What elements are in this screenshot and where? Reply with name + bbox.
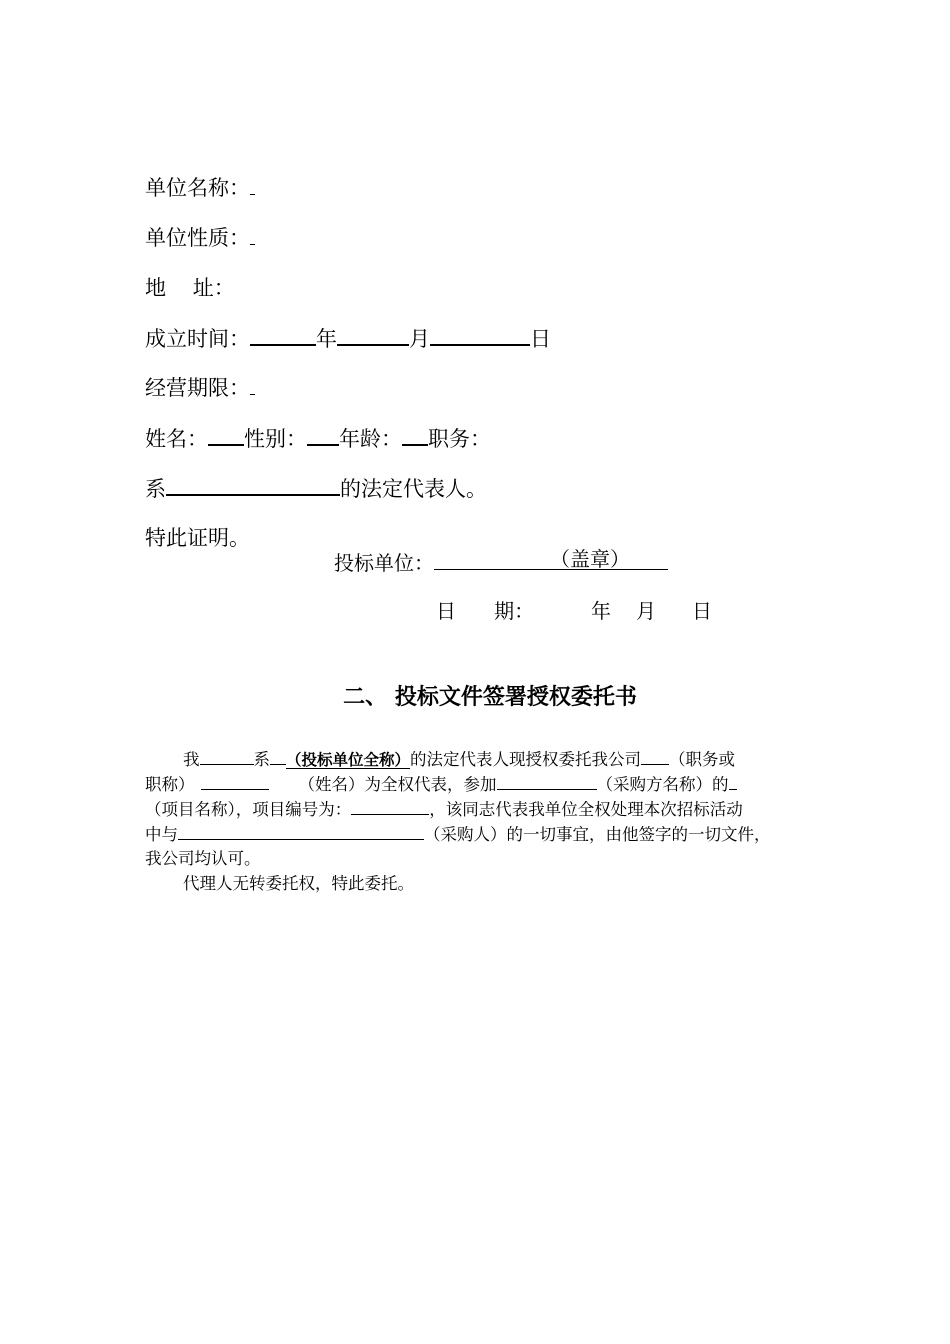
text-title: 职称）: [145, 775, 195, 794]
bidder-label: 投标单位：: [334, 551, 434, 575]
buyer-blank[interactable]: [178, 821, 424, 840]
age-label: 年龄：: [339, 427, 402, 451]
day-label: 日: [530, 327, 551, 351]
project-name-blank[interactable]: [729, 771, 737, 790]
established-month-blank[interactable]: [337, 324, 409, 346]
term-row: [145, 374, 255, 402]
position-blank[interactable]: [641, 746, 669, 765]
text-no-subdelegation: 代理人无转委托权，特此委托。: [183, 874, 414, 893]
hereby-text: 特此证明。: [145, 526, 250, 550]
established-day-blank[interactable]: [430, 324, 530, 346]
unit-nature-blank[interactable]: [250, 224, 255, 245]
text-position-or: （职务或: [669, 750, 736, 769]
para-line-5: [145, 846, 810, 871]
year-label: 年: [316, 327, 337, 351]
text-legal-rep: 的法定代表人现授权委托我公司: [410, 750, 642, 769]
month-label: 月: [409, 327, 430, 351]
belongs-prefix: 系: [145, 477, 166, 501]
age-blank[interactable]: [402, 424, 428, 446]
name-blank[interactable]: [208, 424, 244, 446]
text-zhongyu: 中与: [145, 825, 178, 844]
bidder-sign-row: [334, 547, 668, 577]
para-line-6: [145, 871, 810, 896]
text-wo: 我: [183, 750, 200, 769]
unit-name-blank[interactable]: [250, 174, 255, 195]
seal-text: （盖章）: [550, 547, 630, 571]
date-month: 月: [636, 599, 656, 623]
term-label: 经营期限：: [145, 376, 250, 400]
text-acknowledge: 我公司均认可。: [145, 849, 261, 868]
belongs-suffix: 的法定代表人。: [340, 477, 487, 501]
bidder-seal-blank[interactable]: [434, 547, 668, 570]
address-row: [145, 274, 235, 302]
project-number-blank[interactable]: [351, 796, 429, 815]
established-label: 成立时间：: [145, 327, 250, 351]
text-handle: ，该同志代表我单位全权处理本次招标活动: [429, 800, 743, 819]
para-line-4: [145, 821, 810, 846]
date-label: 日 期：: [436, 599, 535, 623]
established-year-blank[interactable]: [250, 324, 316, 346]
established-row: [145, 324, 551, 353]
unit-nature-label: 单位性质：: [145, 226, 250, 250]
text-purchaser: （采购方名称）的: [596, 775, 729, 794]
pre-bidder-blank: [270, 746, 286, 765]
company-blank[interactable]: [166, 474, 340, 496]
text-project-no: （项目名称），项目编号为：: [145, 800, 352, 819]
authorization-paragraph: [145, 746, 810, 896]
para-line-1: [145, 746, 810, 771]
para-line-3: [145, 796, 810, 821]
term-blank[interactable]: [250, 374, 255, 395]
legal-rep-name-blank[interactable]: [200, 746, 254, 765]
unit-name-row: [145, 174, 255, 202]
text-name-rep: （姓名）为全权代表，参加: [298, 775, 497, 794]
address-label: 地 址：: [145, 276, 235, 300]
name-label: 姓名：: [145, 427, 208, 451]
text-xi: 系: [253, 750, 270, 769]
hereby-row: [145, 524, 250, 552]
text-buyer-matters: （采购人）的一切事宜，由他签字的一切文件，: [424, 825, 771, 844]
position-label: 职务：: [428, 427, 491, 451]
unit-nature-row: [145, 224, 255, 252]
person-row: [145, 424, 491, 453]
date-day: 日: [692, 599, 712, 623]
gender-blank[interactable]: [307, 424, 339, 446]
unit-name-label: 单位名称：: [145, 176, 250, 200]
purchaser-name-blank[interactable]: [497, 771, 597, 790]
belongs-row: [145, 474, 487, 503]
date-year: 年: [591, 599, 611, 623]
title-blank[interactable]: [201, 771, 269, 790]
bidder-fullname-placeholder[interactable]: （投标单位全称）: [286, 751, 411, 769]
section-title: 二、 投标文件签署授权委托书: [343, 685, 637, 710]
para-line-2: [145, 771, 810, 796]
date-row: [436, 597, 712, 625]
gender-label: 性别：: [244, 427, 307, 451]
